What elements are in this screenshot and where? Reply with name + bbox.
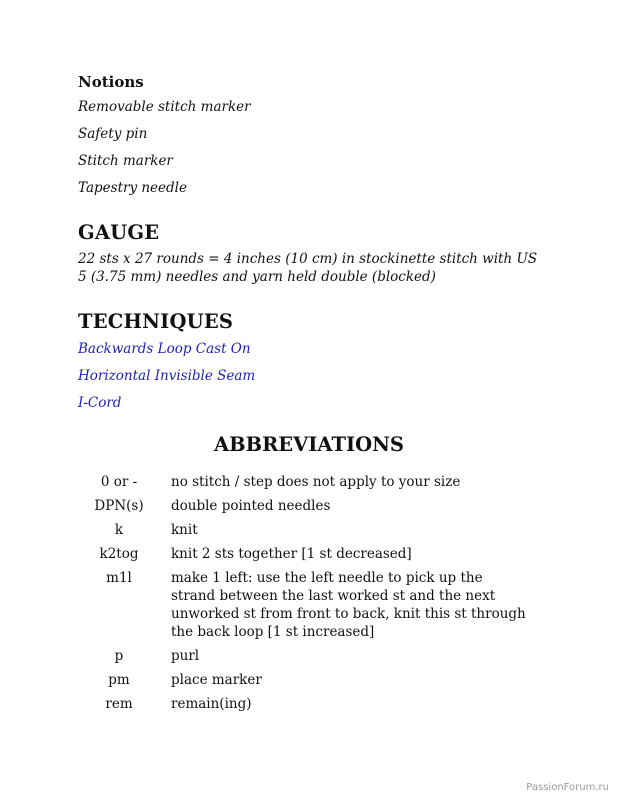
abbreviations-heading: ABBREVIATIONS: [213, 433, 404, 456]
abbreviation-definition: knit: [171, 522, 198, 538]
notions-item: Tapestry needle: [78, 180, 187, 196]
techniques-heading: TECHNIQUES: [78, 310, 234, 333]
abbreviation-term: rem: [105, 696, 133, 712]
abbreviation-definition: knit 2 sts together [1 st decreased]: [171, 546, 412, 562]
notions-item: Removable stitch marker: [78, 99, 251, 115]
abbreviation-definition: purl: [171, 648, 200, 664]
techniques-list: [78, 339, 255, 420]
abbreviation-definition: double pointed needles: [171, 498, 331, 514]
watermark: PassionForum.ru: [526, 782, 609, 793]
gauge-text: 22 sts x 27 rounds = 4 inches (10 cm) in stockinette stitch with US 5 (3.75 mm) needles and yarn held double (blocked): [78, 251, 538, 285]
technique-link-backwards-loop-cast-on[interactable]: Backwards Loop Cast On: [78, 341, 251, 357]
abbreviation-definition: no stitch / step does not apply to your size: [171, 474, 461, 490]
table-row: [78, 647, 531, 671]
notions-list: [78, 98, 251, 206]
notions-item: Stitch marker: [78, 153, 173, 169]
techniques-item: [78, 366, 255, 393]
notions-heading: Notions: [78, 73, 144, 91]
abbreviation-term: k2tog: [99, 546, 139, 562]
techniques-item: [78, 339, 255, 366]
notions-item: Safety pin: [78, 126, 148, 142]
abbreviation-term: k: [114, 522, 124, 538]
abbreviation-term: p: [114, 648, 124, 664]
table-row: [78, 569, 531, 647]
abbreviation-definition: remain(ing): [171, 696, 252, 712]
abbreviation-term: DPN(s): [94, 498, 144, 514]
abbreviation-definition: place marker: [171, 672, 262, 688]
table-row: [78, 521, 531, 545]
technique-link-i-cord[interactable]: I-Cord: [78, 395, 122, 411]
gauge-heading: GAUGE: [78, 221, 160, 244]
abbreviations-table: [78, 473, 531, 719]
table-row: [78, 545, 531, 569]
abbreviation-term: pm: [108, 672, 130, 688]
table-row: [78, 695, 531, 719]
technique-link-horizontal-invisible-seam[interactable]: Horizontal Invisible Seam: [78, 368, 256, 384]
abbreviation-term: m1l: [106, 570, 132, 586]
abbreviation-term: 0 or -: [100, 474, 138, 490]
techniques-item: [78, 393, 255, 420]
abbreviation-definition: make 1 left: use the left needle to pick up the strand between the last worked st and the next unworked st from front to back, knit this st through the back loop [1 st increased]: [171, 570, 526, 640]
table-row: [78, 473, 531, 497]
table-row: [78, 497, 531, 521]
table-row: [78, 671, 531, 695]
